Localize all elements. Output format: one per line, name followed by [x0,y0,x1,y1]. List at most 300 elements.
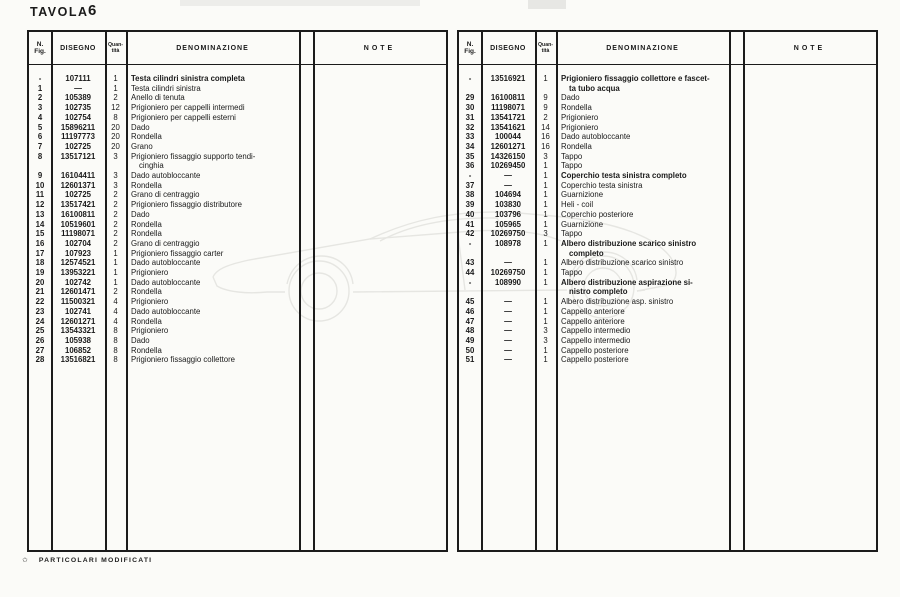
denominazione-line: Dado autobloccante [131,306,201,316]
quantity-cell: 1 [543,161,548,171]
quantity-cell: 1 [543,355,548,365]
denominazione-cell [556,336,729,346]
denominazione-line: Grano di centraggio [131,190,200,200]
quantity-cell: 3 [543,229,548,239]
disegno-cell: 105389 [64,93,92,103]
denominazione-line: Prigioniero fissaggio collettore [131,355,236,365]
denominazione-line: Anello di tenuta [131,93,185,103]
disegno-cell: 102725 [64,141,92,151]
disegno-cell: 13516821 [60,355,96,365]
header-qty-line2: tità [541,48,550,54]
quantity-cell: 1 [543,238,548,248]
fig-number-cell: 24 [35,316,45,326]
fig-number-cell: 14 [35,219,45,229]
table-body [459,64,876,365]
quantity-cell: 1 [543,74,548,83]
disegno-cell: 10269750 [490,229,526,239]
denominazione-cell [556,103,729,113]
denominazione-cell [126,346,299,356]
denominazione-line: Albero distribuzione aspirazione si- [561,277,693,287]
table-row [29,210,446,220]
denominazione-cell [126,210,299,220]
table-row [459,317,876,327]
table-row [459,103,876,113]
denominazione-cell [126,200,299,210]
fig-number-cell: 3 [37,103,43,113]
disegno-cell: 12601371 [60,180,96,190]
fig-number-cell: 30 [465,103,475,113]
denominazione-cell [556,74,729,93]
table-row [459,161,876,171]
star-icon: ✩ [22,557,29,564]
denominazione-line: Heli - coil [561,200,594,210]
denominazione-line: Cappello anteriore [561,306,625,316]
disegno-cell: 105938 [64,335,92,345]
denominazione-cell [556,152,729,162]
fig-number-cell: 31 [465,112,475,122]
quantity-cell: 16 [541,132,550,142]
denominazione-cell [556,142,729,152]
denominazione-line: Dado [131,122,150,132]
fig-number-cell: - [468,74,472,83]
denominazione-line: Dado autobloccante [131,171,201,181]
quantity-cell: 3 [543,151,548,161]
disegno-cell: — [504,335,512,345]
denominazione-cell [556,220,729,230]
denominazione-line: Tappo [561,229,583,239]
denominazione-cell [556,190,729,200]
fig-number-cell: 8 [37,151,43,161]
denominazione-line: Prigioniero fissaggio carter [131,248,224,258]
denominazione-line: Coperchio testa sinistra completo [561,171,687,181]
disegno-cell: 102742 [64,277,92,287]
quantity-cell: 9 [543,93,548,103]
table-row [29,249,446,259]
fig-number-cell: 45 [465,297,475,307]
header-fig-line2: Fig. [34,48,46,55]
denominazione-line: Prigioniero per cappelli intermedi [131,103,245,113]
denominazione-line: Prigioniero [561,122,599,132]
quantity-cell: 2 [113,238,118,248]
header-quantita [535,42,556,54]
denominazione-cell [556,181,729,191]
fig-number-cell: 22 [35,297,45,307]
fig-number-cell: 11 [35,190,45,200]
denominazione-cell [556,132,729,142]
denominazione-cell [126,132,299,142]
quantity-cell: 16 [541,141,550,151]
disegno-cell: 102754 [64,112,92,122]
denominazione-line: Tappo [561,161,583,171]
fig-number-cell: 1 [37,83,43,93]
table-row [459,93,876,103]
fig-number-cell: 21 [35,287,45,297]
denominazione-line: Guarnizione [561,219,604,229]
fig-number-cell: 51 [465,355,475,365]
table-row [29,181,446,191]
table-row [459,210,876,220]
table-row [29,346,446,356]
fig-number-cell: 12 [35,200,45,210]
header-fig [29,41,51,56]
table-row [29,123,446,133]
table-row [459,307,876,317]
table-header [459,32,876,65]
denominazione-cell [126,239,299,249]
denominazione-cell [556,317,729,327]
denominazione-line: Cappello posteriore [561,355,629,365]
table-row [29,84,446,94]
quantity-cell: 1 [543,180,548,190]
table-row [29,93,446,103]
denominazione-cell [126,220,299,230]
table-row [29,278,446,288]
denominazione-cell [126,326,299,336]
header-fig-line2: Fig. [464,48,476,55]
table-row [29,171,446,181]
quantity-cell: 2 [113,209,118,219]
denominazione-cell [126,229,299,239]
denominazione-cell [556,307,729,317]
quantity-cell: 20 [111,141,120,151]
fig-number-cell: 5 [37,122,43,132]
quantity-cell: 1 [543,219,548,229]
denominazione-cell [126,84,299,94]
header-note: NOTE [793,44,826,52]
disegno-cell: 12601271 [60,316,96,326]
table-row [29,268,446,278]
table-row [459,258,876,268]
table-row [29,132,446,142]
quantity-cell: 8 [113,345,118,355]
fig-number-cell: 4 [37,112,43,122]
disegno-cell: — [74,83,82,93]
denominazione-line: Rondella [131,316,162,326]
disegno-cell: 103796 [494,209,522,219]
table-body [29,64,446,365]
quantity-cell: 1 [113,74,118,83]
disegno-cell: 12601471 [60,287,96,297]
disegno-cell: — [504,258,512,268]
header-qty-line1: Quan- [108,41,123,48]
fig-number-cell: 15 [35,229,45,239]
denominazione-line: Tappo [561,268,583,278]
disegno-cell: — [504,355,512,365]
denominazione-line2: cinghia [139,161,164,171]
denominazione-line: Prigioniero [561,112,599,122]
fig-number-cell: 2 [37,93,43,103]
quantity-cell: 1 [543,297,548,307]
table-row [459,74,876,93]
quantity-cell: 8 [113,326,118,336]
disegno-cell: 106852 [64,345,92,355]
denominazione-cell [126,249,299,259]
scan-smudge [180,0,420,6]
disegno-cell: — [504,297,512,307]
table-row [29,74,446,84]
denominazione-line: Prigioniero [131,326,169,336]
fig-number-cell: 47 [465,316,475,326]
denominazione-cell [126,258,299,268]
table-row [459,229,876,239]
header-qty-line1: Quan- [538,41,553,48]
denominazione-cell [556,326,729,336]
table-row [459,171,876,181]
denominazione-cell [556,113,729,123]
quantity-cell: 2 [113,190,118,200]
fig-number-cell: 37 [465,180,475,190]
quantity-cell: 2 [113,229,118,239]
disegno-cell: 10269750 [490,268,526,278]
fig-number-cell: 41 [465,219,475,229]
denominazione-line: Prigioniero fissaggio distributore [131,200,242,210]
disegno-cell: 102704 [64,238,92,248]
denominazione-cell [126,93,299,103]
scan-smudge [528,0,566,9]
fig-number-cell: 46 [465,306,475,316]
denominazione-cell [556,278,729,297]
page-title-number: 6 [88,2,97,19]
fig-number-cell: 20 [35,277,45,287]
denominazione-cell [556,200,729,210]
denominazione-cell [556,355,729,365]
denominazione-cell [556,123,729,133]
disegno-cell: 12574521 [60,258,96,268]
table-row [29,307,446,317]
table-row [459,239,876,258]
footer [22,556,152,564]
denominazione-cell [556,93,729,103]
table-row [29,190,446,200]
table-row [29,103,446,113]
disegno-cell: 12601271 [490,141,526,151]
fig-number-cell: - [468,171,472,181]
quantity-cell: 1 [113,268,118,278]
denominazione-cell [126,268,299,278]
disegno-cell: — [504,306,512,316]
fig-number-cell: 9 [37,171,43,181]
table-row [459,326,876,336]
fig-number-cell: 43 [465,258,475,268]
disegno-cell: 13541621 [490,122,526,132]
header-fig-line1: N. [36,40,44,48]
fig-number-cell: 13 [35,209,45,219]
disegno-cell: 10269450 [490,161,526,171]
disegno-cell: 104694 [494,190,522,200]
denominazione-cell [126,190,299,200]
disegno-cell: 13953221 [60,268,96,278]
denominazione-line: Rondella [131,219,162,229]
quantity-cell: 3 [113,171,118,181]
fig-number-cell: - [38,74,42,83]
table-row [459,181,876,191]
denominazione-line: Dado [561,93,580,103]
quantity-cell: 8 [113,355,118,365]
fig-number-cell: 39 [465,200,475,210]
quantity-cell: 1 [543,306,548,316]
fig-number-cell: 10 [35,180,45,190]
fig-number-cell: 50 [465,345,475,355]
table-row [459,268,876,278]
disegno-cell: — [504,345,512,355]
fig-number-cell: 40 [465,209,475,219]
fig-number-cell: 29 [465,93,475,103]
denominazione-line: Dado autobloccante [561,132,631,142]
denominazione-line: Prigioniero [131,297,169,307]
denominazione-line: Albero distribuzione scarico sinistro [561,238,697,248]
denominazione-line: Albero distribuzione asp. sinistro [561,297,674,307]
fig-number-cell: 25 [35,326,45,336]
table-header [29,32,446,65]
denominazione-line: Cappello intermedio [561,335,631,345]
table-row [459,355,876,365]
quantity-cell: 1 [113,83,118,93]
header-denominazione: DENOMINAZIONE [606,44,679,52]
disegno-cell: 103830 [494,200,522,210]
parts-table-left [27,30,448,552]
quantity-cell: 20 [111,122,120,132]
fig-number-cell: 19 [35,268,45,278]
quantity-cell: 2 [113,219,118,229]
denominazione-cell [556,346,729,356]
disegno-cell: 102735 [64,103,92,113]
fig-number-cell: 27 [35,345,45,355]
denominazione-line: Rondella [131,180,162,190]
denominazione-line: Prigioniero [131,268,169,278]
disegno-cell: 13516921 [490,74,526,83]
header-denominazione: DENOMINAZIONE [176,44,249,52]
denominazione-line2: completo [569,248,604,258]
disegno-cell: 16100811 [490,93,526,103]
quantity-cell: 3 [543,335,548,345]
table-row [29,239,446,249]
footer-label: PARTICOLARI MODIFICATI [38,556,153,564]
quantity-cell: 1 [113,248,118,258]
table-row [459,336,876,346]
quantity-cell: 1 [543,277,548,287]
fig-number-cell: - [468,277,472,287]
table-row [29,142,446,152]
quantity-cell: 2 [113,200,118,210]
denominazione-line: Testa cilindri sinistra completa [131,74,245,83]
disegno-cell: — [504,180,512,190]
denominazione-line: Rondella [131,345,162,355]
disegno-cell: 13517121 [60,151,96,161]
table-row [29,317,446,327]
table-row [459,152,876,162]
disegno-cell: — [504,171,512,181]
disegno-cell: 108990 [494,277,522,287]
fig-number-cell: 17 [35,248,45,258]
denominazione-line: Rondella [131,287,162,297]
quantity-cell: 8 [113,112,118,122]
disegno-cell: 16100811 [60,209,96,219]
quantity-cell: 1 [543,258,548,268]
disegno-cell: 11500321 [60,297,96,307]
quantity-cell: 4 [113,306,118,316]
table-row [459,190,876,200]
denominazione-cell [126,123,299,133]
denominazione-line: Prigioniero fissaggio supporto tendi- [131,151,256,161]
disegno-cell: 16104411 [60,171,96,181]
denominazione-line: Testa cilindri sinistra [131,83,201,93]
header-disegno: DISEGNO [490,44,526,52]
denominazione-line: Cappello anteriore [561,316,625,326]
denominazione-line: Rondella [561,141,592,151]
denominazione-line: Guarnizione [561,190,604,200]
denominazione-cell [556,268,729,278]
denominazione-cell [556,210,729,220]
fig-number-cell: 35 [465,151,475,161]
denominazione-line: Albero distribuzione scarico sinistro [561,258,684,268]
denominazione-line2: nistro completo [569,287,628,297]
fig-number-cell: 38 [465,190,475,200]
header-note: NOTE [363,44,396,52]
table-row [29,220,446,230]
quantity-cell: 1 [113,277,118,287]
denominazione-line: Prigioniero per cappelli esterni [131,112,236,122]
denominazione-line: Rondella [131,132,162,142]
table-row [29,200,446,210]
denominazione-line: Rondella [131,229,162,239]
denominazione-cell [126,103,299,113]
table-row [29,287,446,297]
disegno-cell: 107923 [64,248,92,258]
table-row [459,278,876,297]
quantity-cell: 1 [543,190,548,200]
denominazione-cell [126,152,299,171]
denominazione-cell [126,307,299,317]
disegno-cell: 11198071 [491,103,525,113]
fig-number-cell: 26 [35,335,45,345]
header-fig-line1: N. [466,40,474,48]
denominazione-cell [126,181,299,191]
denominazione-line: Dado autobloccante [131,258,201,268]
table-row [29,258,446,268]
denominazione-line: Cappello intermedio [561,326,631,336]
table-row [29,355,446,365]
table-row [29,336,446,346]
disegno-cell: 100044 [494,132,522,142]
quantity-cell: 12 [111,103,120,113]
table-row [459,142,876,152]
quantity-cell: 1 [543,209,548,219]
denominazione-line: Grano di centraggio [131,238,200,248]
denominazione-line: Tappo [561,151,583,161]
denominazione-cell [126,287,299,297]
fig-number-cell: 48 [465,326,475,336]
denominazione-cell [126,336,299,346]
table-row [459,200,876,210]
disegno-cell: 14326150 [490,151,526,161]
denominazione-cell [556,229,729,239]
fig-number-cell: 32 [465,122,475,132]
denominazione-cell [556,239,729,258]
denominazione-cell [126,171,299,181]
fig-number-cell: 28 [35,355,45,365]
fig-number-cell: 6 [37,132,43,142]
disegno-cell: 102741 [64,306,92,316]
table-row [29,229,446,239]
denominazione-line: Prigioniero fissaggio collettore e fascet- [561,74,710,83]
fig-number-cell: 34 [465,141,475,151]
quantity-cell: 8 [113,335,118,345]
table-row [29,152,446,171]
table-row [459,123,876,133]
quantity-cell: 9 [543,103,548,113]
table-row [459,220,876,230]
table-row [459,132,876,142]
